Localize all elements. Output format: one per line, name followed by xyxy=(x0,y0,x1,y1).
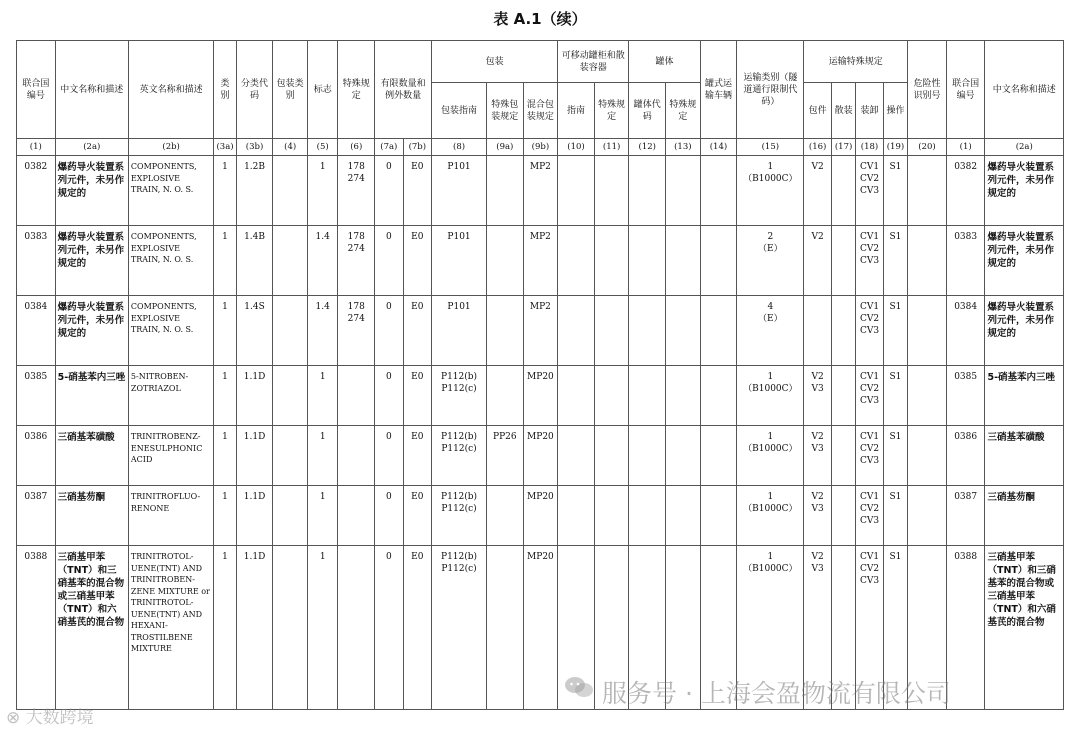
transport-cat-cell: 1 （B1000C） xyxy=(737,486,804,546)
hdr-pack-instr: 包装指南 xyxy=(432,83,487,139)
excepted-qty-cell: E0 xyxy=(403,296,432,366)
label-cell: 1 xyxy=(307,546,338,710)
column-number: (2b) xyxy=(128,139,213,156)
hdr-package: 包件 xyxy=(804,83,831,139)
hdr-portable-special: 特殊规定 xyxy=(594,83,629,139)
class-code-cell: 1.1D xyxy=(236,486,273,546)
package-cell: V2 V3 xyxy=(804,486,831,546)
tank-special-cell xyxy=(666,226,701,296)
operation-cell: S1 xyxy=(883,226,907,296)
en-name-cell: TRINITROBENZ-ENESULPHONIC ACID xyxy=(128,426,213,486)
hdr-cn-name: 中文名称和描述 xyxy=(55,41,128,139)
table-row xyxy=(17,426,1064,486)
column-number: (5) xyxy=(307,139,338,156)
mixed-pack-cell: MP2 xyxy=(523,296,558,366)
loading-cell: CV1 CV2 CV3 xyxy=(856,426,883,486)
bulk-cell xyxy=(831,296,855,366)
label-cell: 1 xyxy=(307,426,338,486)
hdr-packaging: 包装 xyxy=(432,41,558,83)
limited-qty-cell: 0 xyxy=(375,426,403,486)
hdr-transport-special: 运输特殊规定 xyxy=(804,41,908,83)
pack-instr-cell: P112(b) P112(c) xyxy=(432,486,487,546)
hdr-limited: 有限数量和例外数量 xyxy=(375,41,432,139)
column-number: (15) xyxy=(737,139,804,156)
un-no-cell: 0386 xyxy=(17,426,56,486)
label-cell: 1.4 xyxy=(307,226,338,296)
transport-cat-cell: 2 （E） xyxy=(737,226,804,296)
hdr-pack-group: 包装类别 xyxy=(273,41,308,139)
vehicle-cell xyxy=(700,296,737,366)
tank-code-cell xyxy=(629,226,666,296)
column-number: (3b) xyxy=(236,139,273,156)
column-number: (18) xyxy=(856,139,883,156)
tank-code-cell xyxy=(629,366,666,426)
vehicle-cell xyxy=(700,366,737,426)
excepted-qty-cell: E0 xyxy=(403,226,432,296)
special-provision-cell: 178 274 xyxy=(338,156,375,226)
hdr-class: 类别 xyxy=(214,41,236,139)
package-cell xyxy=(804,296,831,366)
column-number: (17) xyxy=(831,139,855,156)
column-number: (14) xyxy=(700,139,737,156)
excepted-qty-cell: E0 xyxy=(403,366,432,426)
table-row xyxy=(17,486,1064,546)
column-number: (9a) xyxy=(487,139,524,156)
pack-special-cell xyxy=(487,486,524,546)
watermark-corner: ⊗ 大数跨境 xyxy=(6,708,94,728)
hdr-labels: 标志 xyxy=(307,41,338,139)
class-code-cell: 1.2B xyxy=(236,156,273,226)
pack-instr-cell: P101 xyxy=(432,156,487,226)
hdr-tank-code: 罐体代码 xyxy=(629,83,666,139)
label-cell: 1.4 xyxy=(307,296,338,366)
hdr-en-name: 英文名称和描述 xyxy=(128,41,213,139)
pack-instr-cell: P101 xyxy=(432,226,487,296)
tank-special-cell xyxy=(666,426,701,486)
cn-name-cell: 爆药导火装置系列元件，未另作规定的 xyxy=(55,296,128,366)
loading-cell: CV1 CV2 CV3 xyxy=(856,486,883,546)
un-no-cell: 0384 xyxy=(17,296,56,366)
column-number: (19) xyxy=(883,139,907,156)
special-provision-cell xyxy=(338,486,375,546)
un-no-cell-right: 0384 xyxy=(946,296,985,366)
column-number: (2a) xyxy=(985,139,1064,156)
pack-instr-cell: P101 xyxy=(432,296,487,366)
portable-guide-cell xyxy=(558,426,595,486)
cn-name-cell-right: 爆药导火装置系列元件，未另作规定的 xyxy=(985,296,1064,366)
pack-special-cell xyxy=(487,156,524,226)
mixed-pack-cell: MP20 xyxy=(523,546,558,710)
loading-cell: CV1 CV2 CV3 xyxy=(856,226,883,296)
operation-cell: S1 xyxy=(883,486,907,546)
en-name-cell: 5-NITROBEN-ZOTRIAZOL xyxy=(128,366,213,426)
watermark-company: 服务号 · 上海会盈物流有限公司 xyxy=(602,679,951,708)
bulk-cell xyxy=(831,156,855,226)
en-name-cell: TRINITROFLUO-RENONE xyxy=(128,486,213,546)
transport-cat-cell: 1 （B1000C） xyxy=(737,156,804,226)
hdr-cn-name-2: 中文名称和描述 xyxy=(985,41,1064,139)
hdr-portable: 可移动罐柜和散装容器 xyxy=(558,41,629,83)
mixed-pack-cell: MP20 xyxy=(523,366,558,426)
column-number: (12) xyxy=(629,139,666,156)
column-number: (6) xyxy=(338,139,375,156)
excepted-qty-cell: E0 xyxy=(403,486,432,546)
column-number: (8) xyxy=(432,139,487,156)
dangerous-goods-table xyxy=(16,40,1064,710)
table-row xyxy=(17,156,1064,226)
portable-special-cell xyxy=(594,486,629,546)
cn-name-cell-right: 爆药导火装置系列元件，未另作规定的 xyxy=(985,156,1064,226)
hdr-hazard-id: 危险性识别号 xyxy=(908,41,947,139)
tank-special-cell xyxy=(666,366,701,426)
en-name-cell: TRINITROTOL-UENE(TNT) AND TRINITROBEN-ZENE MIXTURE or TRINITROTOL-UENE(TNT) AND HEXANI-TROSTILBENE MIXTURE xyxy=(128,546,213,710)
portable-special-cell xyxy=(594,366,629,426)
bulk-cell xyxy=(831,486,855,546)
cn-name-cell-right: 三硝基甲苯（TNT）和三硝基苯的混合物或三硝基甲苯（TNT）和六硝基芪的混合物 xyxy=(985,546,1064,710)
un-no-cell: 0382 xyxy=(17,156,56,226)
package-cell: V2 V3 xyxy=(804,546,831,710)
special-provision-cell: 178 274 xyxy=(338,296,375,366)
column-number: (1) xyxy=(17,139,56,156)
pack-special-cell xyxy=(487,546,524,710)
transport-cat-cell: 4 （E） xyxy=(737,296,804,366)
mixed-pack-cell: MP20 xyxy=(523,486,558,546)
column-number: (4) xyxy=(273,139,308,156)
wechat-icon xyxy=(564,676,594,698)
class-cell: 1 xyxy=(214,156,236,226)
limited-qty-cell: 0 xyxy=(375,226,403,296)
limited-qty-cell: 0 xyxy=(375,546,403,710)
bulk-cell xyxy=(831,426,855,486)
class-code-cell: 1.1D xyxy=(236,426,273,486)
tank-code-cell xyxy=(629,426,666,486)
hazard-id-cell xyxy=(908,296,947,366)
pack-group-cell xyxy=(273,156,308,226)
cn-name-cell: 三硝基芴酮 xyxy=(55,486,128,546)
class-code-cell: 1.4S xyxy=(236,296,273,366)
un-no-cell-right: 0388 xyxy=(946,546,985,710)
loading-cell: CV1 CV2 CV3 xyxy=(856,156,883,226)
cn-name-cell: 爆药导火装置系列元件，未另作规定的 xyxy=(55,156,128,226)
pack-group-cell xyxy=(273,226,308,296)
tank-code-cell xyxy=(629,486,666,546)
label-cell: 1 xyxy=(307,486,338,546)
special-provision-cell: 178 274 xyxy=(338,226,375,296)
pack-group-cell xyxy=(273,426,308,486)
hazard-id-cell xyxy=(908,226,947,296)
hdr-operation: 操作 xyxy=(883,83,907,139)
excepted-qty-cell: E0 xyxy=(403,426,432,486)
vehicle-cell xyxy=(700,486,737,546)
column-number: (9b) xyxy=(523,139,558,156)
vehicle-cell xyxy=(700,156,737,226)
vehicle-cell xyxy=(700,226,737,296)
un-no-cell-right: 0386 xyxy=(946,426,985,486)
portable-guide-cell xyxy=(558,296,595,366)
column-number: (10) xyxy=(558,139,595,156)
hdr-guide: 指南 xyxy=(558,83,595,139)
excepted-qty-cell: E0 xyxy=(403,546,432,710)
operation-cell: S1 xyxy=(883,366,907,426)
class-cell: 1 xyxy=(214,296,236,366)
hdr-un-no: 联合国编号 xyxy=(17,41,56,139)
limited-qty-cell: 0 xyxy=(375,486,403,546)
column-number: (20) xyxy=(908,139,947,156)
hdr-mixed: 混合包装规定 xyxy=(523,83,558,139)
operation-cell: S1 xyxy=(883,156,907,226)
special-provision-cell xyxy=(338,366,375,426)
package-cell: V2 xyxy=(804,226,831,296)
label-cell: 1 xyxy=(307,156,338,226)
portable-special-cell xyxy=(594,156,629,226)
class-code-cell: 1.4B xyxy=(236,226,273,296)
un-no-cell: 0388 xyxy=(17,546,56,710)
en-name-cell: COMPONENTS, EXPLOSIVE TRAIN, N. O. S. xyxy=(128,226,213,296)
transport-cat-cell: 1 （B1000C） xyxy=(737,366,804,426)
pack-special-cell xyxy=(487,296,524,366)
hdr-pack-special: 特殊包装规定 xyxy=(487,83,524,139)
hazard-id-cell xyxy=(908,426,947,486)
pack-group-cell xyxy=(273,366,308,426)
portable-special-cell xyxy=(594,426,629,486)
portable-guide-cell xyxy=(558,226,595,296)
column-number: (16) xyxy=(804,139,831,156)
loading-cell: CV1 CV2 CV3 xyxy=(856,546,883,710)
loading-cell: CV1 CV2 CV3 xyxy=(856,296,883,366)
en-name-cell: COMPONENTS, EXPLOSIVE TRAIN, N. O. S. xyxy=(128,156,213,226)
pack-group-cell xyxy=(273,296,308,366)
operation-cell: S1 xyxy=(883,426,907,486)
hdr-vehicle: 罐式运输车辆 xyxy=(700,41,737,139)
hdr-loading: 装卸 xyxy=(856,83,883,139)
pack-instr-cell: P112(b) P112(c) xyxy=(432,426,487,486)
en-name-cell: COMPONENTS, EXPLOSIVE TRAIN, N. O. S. xyxy=(128,296,213,366)
cn-name-cell-right: 三硝基芴酮 xyxy=(985,486,1064,546)
pack-group-cell xyxy=(273,546,308,710)
tank-code-cell xyxy=(629,156,666,226)
column-number: (7b) xyxy=(403,139,432,156)
table-row xyxy=(17,226,1064,296)
un-no-cell: 0383 xyxy=(17,226,56,296)
package-cell: V2 xyxy=(804,156,831,226)
table-row xyxy=(17,296,1064,366)
loading-cell: CV1 CV2 CV3 xyxy=(856,366,883,426)
hdr-tank-special: 特殊规定 xyxy=(666,83,701,139)
cn-name-cell: 5-硝基苯内三唑 xyxy=(55,366,128,426)
class-cell: 1 xyxy=(214,366,236,426)
column-number: (11) xyxy=(594,139,629,156)
pack-group-cell xyxy=(273,486,308,546)
hdr-un-no-2: 联合国编号 xyxy=(946,41,985,139)
un-no-cell-right: 0383 xyxy=(946,226,985,296)
mixed-pack-cell: MP2 xyxy=(523,156,558,226)
hazard-id-cell xyxy=(908,366,947,426)
hazard-id-cell xyxy=(908,156,947,226)
special-provision-cell xyxy=(338,546,375,710)
excepted-qty-cell: E0 xyxy=(403,156,432,226)
hdr-bulk: 散装 xyxy=(831,83,855,139)
class-code-cell: 1.1D xyxy=(236,366,273,426)
mixed-pack-cell: MP2 xyxy=(523,226,558,296)
operation-cell: S1 xyxy=(883,296,907,366)
bulk-cell xyxy=(831,226,855,296)
tank-special-cell xyxy=(666,296,701,366)
un-no-cell-right: 0387 xyxy=(946,486,985,546)
cn-name-cell: 爆药导火装置系列元件，未另作规定的 xyxy=(55,226,128,296)
table-row xyxy=(17,366,1064,426)
operation-cell: S1 xyxy=(883,546,907,710)
portable-special-cell xyxy=(594,296,629,366)
limited-qty-cell: 0 xyxy=(375,156,403,226)
portable-special-cell xyxy=(594,226,629,296)
limited-qty-cell: 0 xyxy=(375,366,403,426)
class-cell: 1 xyxy=(214,546,236,710)
pack-special-cell xyxy=(487,226,524,296)
corner-logo-icon: ⊗ xyxy=(6,708,26,728)
cn-name-cell-right: 三硝基苯磺酸 xyxy=(985,426,1064,486)
transport-cat-cell: 1 （B1000C） xyxy=(737,546,804,710)
un-no-cell-right: 0385 xyxy=(946,366,985,426)
portable-guide-cell xyxy=(558,366,595,426)
portable-guide-cell xyxy=(558,486,595,546)
pack-special-cell: PP26 xyxy=(487,426,524,486)
un-no-cell-right: 0382 xyxy=(946,156,985,226)
column-number: (3a) xyxy=(214,139,236,156)
cn-name-cell: 三硝基甲苯（TNT）和三硝基苯的混合物或三硝基甲苯（TNT）和六硝基芪的混合物 xyxy=(55,546,128,710)
bulk-cell xyxy=(831,366,855,426)
package-cell: V2 V3 xyxy=(804,366,831,426)
class-code-cell: 1.1D xyxy=(236,546,273,710)
column-number: (13) xyxy=(666,139,701,156)
class-cell: 1 xyxy=(214,426,236,486)
mixed-pack-cell: MP20 xyxy=(523,426,558,486)
tank-special-cell xyxy=(666,486,701,546)
cn-name-cell-right: 爆药导火装置系列元件，未另作规定的 xyxy=(985,226,1064,296)
tank-code-cell xyxy=(629,296,666,366)
special-provision-cell xyxy=(338,426,375,486)
hdr-transport-cat: 运输类别（隧道通行限制代码） xyxy=(737,41,804,139)
portable-guide-cell xyxy=(558,156,595,226)
hazard-id-cell xyxy=(908,486,947,546)
transport-cat-cell: 1 （B1000C） xyxy=(737,426,804,486)
label-cell: 1 xyxy=(307,366,338,426)
un-no-cell: 0387 xyxy=(17,486,56,546)
pack-special-cell xyxy=(487,366,524,426)
un-no-cell: 0385 xyxy=(17,366,56,426)
table-title: 表 A.1（续） xyxy=(493,10,587,28)
hdr-tanks: 罐体 xyxy=(629,41,700,83)
cn-name-cell: 三硝基苯磺酸 xyxy=(55,426,128,486)
pack-instr-cell: P112(b) P112(c) xyxy=(432,366,487,426)
column-number: (1) xyxy=(946,139,985,156)
tank-special-cell xyxy=(666,156,701,226)
column-number-row xyxy=(17,139,1064,156)
package-cell: V2 V3 xyxy=(804,426,831,486)
column-number: (7a) xyxy=(375,139,403,156)
vehicle-cell xyxy=(700,426,737,486)
limited-qty-cell: 0 xyxy=(375,296,403,366)
hdr-class-code: 分类代码 xyxy=(236,41,273,139)
class-cell: 1 xyxy=(214,486,236,546)
cn-name-cell-right: 5-硝基苯内三唑 xyxy=(985,366,1064,426)
column-number: (2a) xyxy=(55,139,128,156)
pack-instr-cell: P112(b) P112(c) xyxy=(432,546,487,710)
class-cell: 1 xyxy=(214,226,236,296)
hdr-special: 特殊规定 xyxy=(338,41,375,139)
